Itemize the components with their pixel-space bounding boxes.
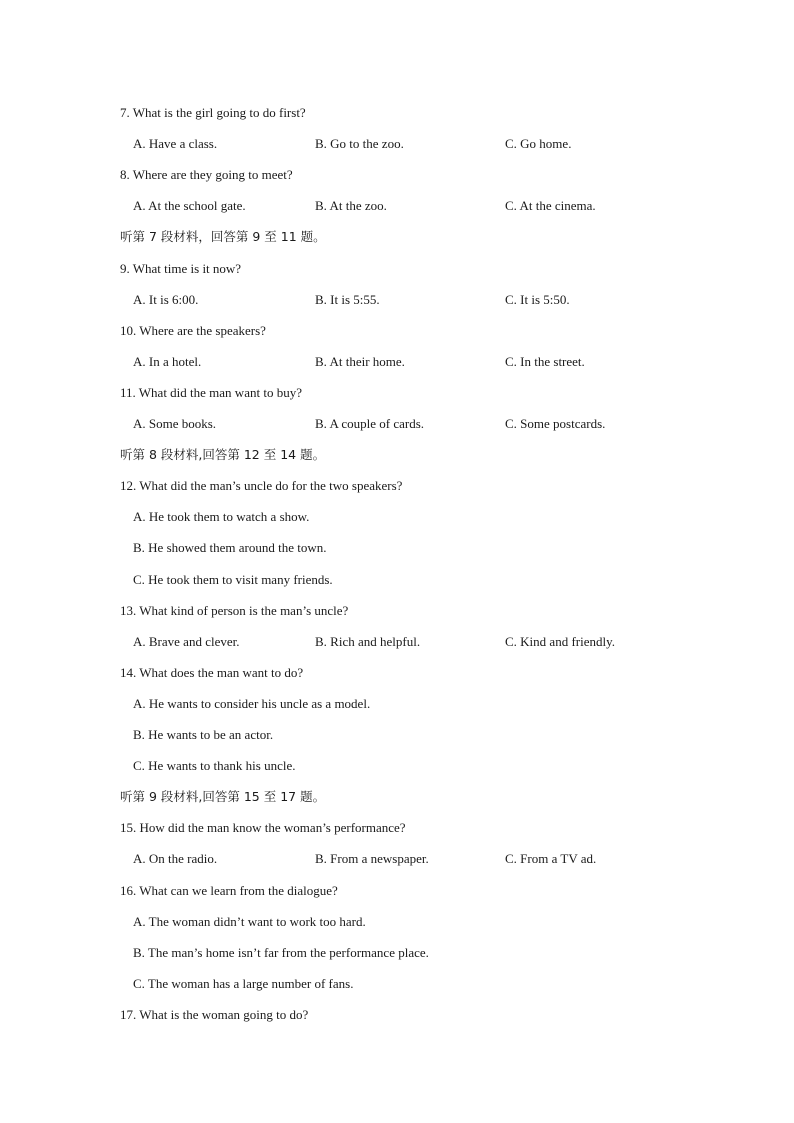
section-instruction: 听第 8 段材料,回答第 12 至 14 题。 [120,447,326,462]
section-instruction: 听第 9 段材料,回答第 15 至 17 题。 [120,789,326,804]
answer-option: C. He wants to thank his uncle. [133,758,296,773]
option-row [0,415,794,433]
answer-option: A. The woman didn’t want to work too hard. [133,914,366,929]
answer-option-b: B. At their home. [315,354,405,369]
section-instruction: 听第 7 段材料，回答第 9 至 11 题。 [120,229,326,244]
answer-option: C. He took them to visit many friends. [133,572,333,587]
answer-option-b: B. Rich and helpful. [315,634,421,649]
answer-option-a: A. Have a class. [133,136,218,151]
answer-option-c: C. It is 5:50. [505,292,570,307]
question-text: 17. What is the woman going to do? [120,1007,309,1022]
answer-option-c: C. Some postcards. [505,416,606,431]
answer-option-b: B. At the zoo. [315,198,387,213]
answer-option-b: B. From a newspaper. [315,851,429,866]
option-row [0,850,794,868]
answer-option-a: A. On the radio. [133,851,218,866]
question-text: 14. What does the man want to do? [120,665,304,680]
question-text: 16. What can we learn from the dialogue? [120,883,338,898]
answer-option-a: A. It is 6:00. [133,292,199,307]
answer-option-b: B. A couple of cards. [315,416,425,431]
answer-option: B. He wants to be an actor. [133,727,274,742]
question-text: 8. Where are they going to meet? [120,167,293,182]
question-text: 13. What kind of person is the man’s uncle? [120,603,349,618]
answer-option-c: C. In the street. [505,354,585,369]
answer-option: A. He took them to watch a show. [133,509,310,524]
answer-option-a: A. At the school gate. [133,198,246,213]
answer-option-c: C. At the cinema. [505,198,596,213]
answer-option-c: C. Kind and friendly. [505,634,615,649]
question-text: 9. What time is it now? [120,261,242,276]
option-row [0,633,794,651]
answer-option-a: A. In a hotel. [133,354,202,369]
answer-option-b: B. It is 5:55. [315,292,380,307]
answer-option: B. The man’s home isn’t far from the performance place. [133,945,429,960]
option-row [0,197,794,215]
answer-option: A. He wants to consider his uncle as a model. [133,696,371,711]
option-row [0,135,794,153]
answer-option-a: A. Brave and clever. [133,634,240,649]
question-text: 11. What did the man want to buy? [120,385,302,400]
question-text: 12. What did the man’s uncle do for the two speakers? [120,478,403,493]
answer-option: B. He showed them around the town. [133,540,327,555]
answer-option: C. The woman has a large number of fans. [133,976,354,991]
option-row [0,291,794,309]
question-text: 10. Where are the speakers? [120,323,266,338]
option-row [0,353,794,371]
question-text: 7. What is the girl going to do first? [120,105,306,120]
answer-option-c: C. From a TV ad. [505,851,597,866]
answer-option-b: B. Go to the zoo. [315,136,404,151]
answer-option-c: C. Go home. [505,136,572,151]
question-text: 15. How did the man know the woman’s performance? [120,820,406,835]
answer-option-a: A. Some books. [133,416,217,431]
